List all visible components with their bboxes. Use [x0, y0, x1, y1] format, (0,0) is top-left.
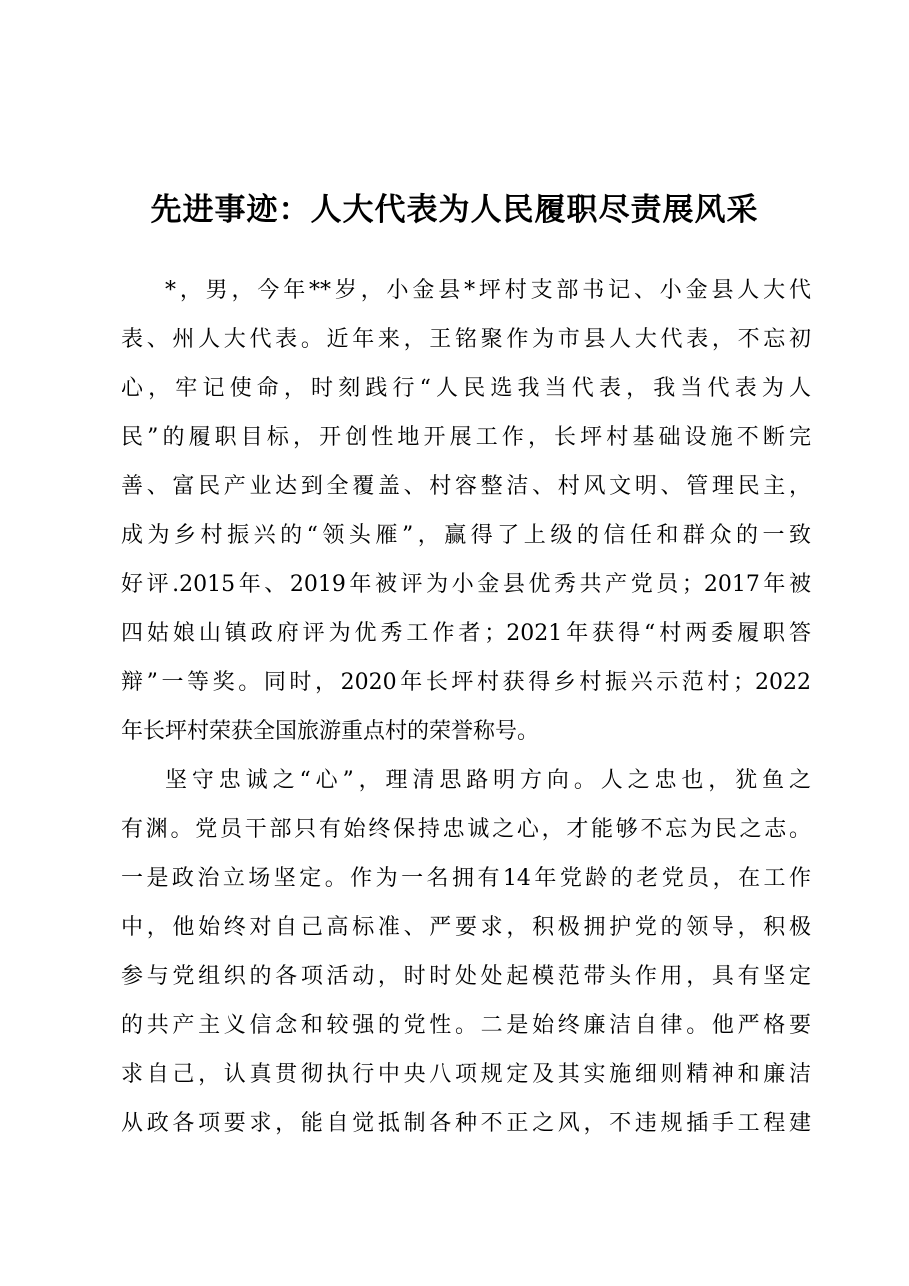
paragraph-line: 的共产主义信念和较强的党性。二是始终廉洁自律。他严格要 [121, 1013, 811, 1038]
paragraph-line: 从政各项要求，能自觉抵制各种不正之风，不违规插手工程建 [121, 1111, 811, 1136]
paragraph-line: 好评.2015年、2019年被评为小金县优秀共产党员；2017年被 [121, 572, 811, 597]
document-title: 先进事迹：人大代表为人民履职尽责展风采 [150, 192, 759, 228]
paragraph-line: 一是政治立场坚定。作为一名拥有14年党龄的老党员，在工作 [121, 866, 811, 891]
paragraph-line: 坚守忠诚之“心”，理清思路明方向。人之忠也，犹鱼之 [165, 768, 811, 793]
paragraph-line: 善、富民产业达到全覆盖、村容整洁、村风文明、管理民主， [121, 474, 811, 499]
paragraph-line: 参与党组织的各项活动，时时处处起模范带头作用，具有坚定 [121, 964, 811, 989]
paragraph-line: 四姑娘山镇政府评为优秀工作者；2021年获得“村两委履职答 [121, 621, 811, 646]
paragraph-line: 成为乡村振兴的“领头雁”，赢得了上级的信任和群众的一致 [121, 523, 811, 548]
paragraph-line: 辩”一等奖。同时，2020年长坪村获得乡村振兴示范村；2022 [121, 670, 811, 695]
paragraph-line: 年长坪村荣获全国旅游重点村的荣誉称号。 [121, 719, 540, 744]
paragraph-line: 心，牢记使命，时刻践行“人民选我当代表，我当代表为人 [121, 376, 811, 401]
paragraph-line: 有渊。党员干部只有始终保持忠诚之心，才能够不忘为民之志。 [121, 817, 811, 842]
paragraph-line: 民”的履职目标，开创性地开展工作，长坪村基础设施不断完 [121, 425, 811, 450]
paragraph-line: 中，他始终对自己高标准、严要求，积极拥护党的领导，积极 [121, 915, 811, 940]
paragraph-line: 求自己，认真贯彻执行中央八项规定及其实施细则精神和廉洁 [121, 1062, 811, 1087]
paragraph-line: *，男，今年**岁，小金县*坪村支部书记、小金县人大代 [165, 278, 811, 303]
paragraph-line: 表、州人大代表。近年来，王铭聚作为市县人大代表，不忘初 [121, 327, 811, 352]
